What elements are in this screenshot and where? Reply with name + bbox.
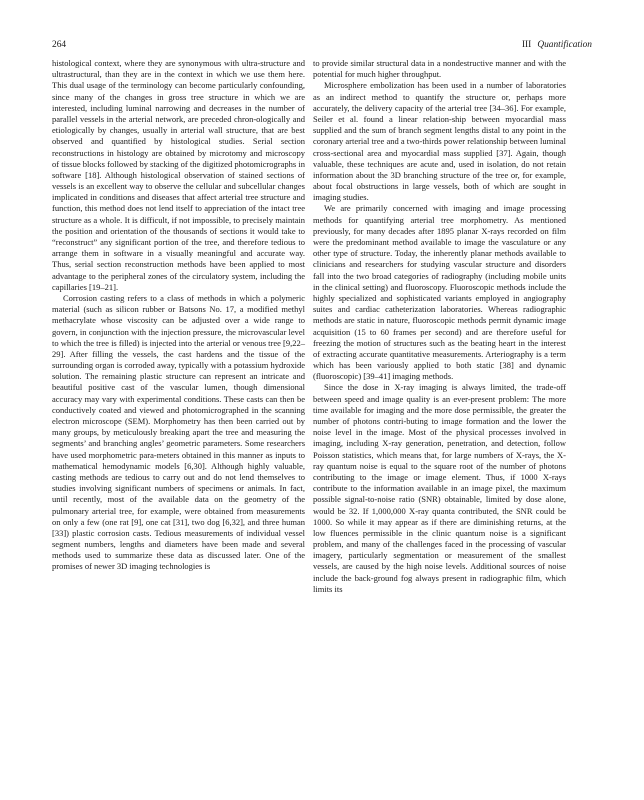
page-header — [52, 38, 592, 52]
paragraph: histological context, where they are synonymous with ultra-structure and ultrastructural, than they are in the context in which we use them here. This dual usage of the terminology can become particularly confounding, since many of the changes in gross tree structure in which we are interested, including luminal narrowing and decreases in the number of parallel vessels in the arterial network, are preceded chron-ologically and etiologically by changes, usually in arterial wall structure, that are best observed and quantified by histological studies. Serial section reconstructions in histology are obtained by microtomy and microscopy of tissue blocks followed by stacking of the digitized photomicrographs in software [18]. Although histological observation of stained sections of vessels is an excellent way to observe the cellular and subcellular changes implicated in conditions and diseases that affect arterial tree structure and function, this method does not lend itself to appreciation of the intact tree structure as a whole. It is difficult, if not impossible, to precisely maintain the position and orientation of the thousands of sections it would take to “reconstruct” any significant portion of the tree, and therefore tedious to arrange them in software in a visually meaningful and accurate way. Thus, serial section reconstruction methods have been applied to most advantage to the peripheral zones of the circulatory system, including the capillaries [19–21]. — [52, 58, 305, 292]
running-head — [522, 38, 592, 52]
left-column — [52, 58, 305, 573]
paragraph: Corrosion casting refers to a class of methods in which a polymeric material (such as silicon rubber or Batsons No. 17, a modified methyl methacrylate whose viscosity can be adjusted over a wide range to govern, in conjunction with the injection pressure, the microvascular level to which the tree is filled) is injected into the arterial or venous tree [9,22–29]. After filling the vessels, the cast hardens and the tissue of the surrounding organ is corroded away, typically with a potassium hydroxide solution. The remaining plastic structure can represent an intricate and beautiful positive cast of the vascular lumen, though dimensional accuracy may vary with experimental conditions. These casts can then be conductively coated and viewed and photomicrographed in the scanning electron microscope (SEM). Morphometry has then been carried out by many groups, by meticulously breaking apart the tree and measuring the segments’ and branching angles’ geometric parameters. Some researchers have used morphometric para-meters obtained in this manner as inputs to mathematical hemodynamic models [6,30]. Although highly valuable, casting methods are tedious to carry out and do not lend themselves to studies involving significant numbers of specimens or animals. In fact, until recently, most of the available data on the geometry of the pulmonary arterial tree, for example, were obtained from measurements on only a few (one rat [9], one cat [31], two dog [6,32], and three human [33]) plastic corrosion casts. Tedious measurements of individual vessel segment numbers, lengths and diameters have been made and several methods used to summarize these data as discussed later. One of the promises of newer 3D imaging technologies is — [52, 292, 305, 572]
right-column — [313, 58, 566, 595]
page-number: 264 — [52, 40, 67, 50]
paragraph: Since the dose in X-ray imaging is always limited, the trade-off between speed and image quality is an ever-present problem: The more time available for imaging and the more dose permissible, the greater the number of photons contri-buting to image formation and the lower the noise level in the image. Most of the physical processes involved in imaging, including X-ray generation, penetration, and detection, follow Poisson statistics, which means that, for large numbers of X-rays, the X-ray quantum noise is equal to the square root of the number of photons contributing to the image or image element. Thus, if 1000 X-rays contribute to the information available in an image pixel, the maximum possible signal-to-noise ratio (SNR) obtainable, limited by dose alone, would be 32. If 1,000,000 X-ray quanta contributed, the SNR could be 1000. So while it may appear as if there are diminishing returns, at the low fluences permissible in the clinic quantum noise is a significant problem, and many of the challenges faced in the processing of vascular imagery, particularly segmentation or measurement of the smallest vessels, are caused by the high noise levels. Additional sources of noise include the back-ground fog always present in radiographic film, which limits its — [313, 382, 566, 594]
paragraph: We are primarily concerned with imaging and image processing methods for quantifying arterial tree morphometry. As mentioned previously, for many decades after 1895 planar X-rays recorded on film were the predominant method available to image the vasculature or any other type of structure. Today, the inherently planar methods available to clinicians and researchers for studying vascular structure and disorders fall into the two broad categories of radiography (including mobile units in the clinical setting) and fluoroscopy. Fluoroscopic methods include the highly specialized and sophisticated variants employed in angiography suites and cardiac catheterization laboratories. Whereas radiographic methods are static in nature, fluoroscopic methods permit dynamic image acquisition (15 to 60 frames per second) and are therefore useful for freezing the motion of structures such as the beating heart in the interest of extracting accurate quantitative measurements. Arteriography is a term which has been variously applied to both static [38] and dynamic (fluoroscopic) [39–41] imaging methods. — [313, 203, 566, 382]
section-title: Quantification — [537, 40, 592, 50]
section-number: III — [521, 40, 532, 50]
paragraph: to provide similar structural data in a nondestructive manner and with the potential for much higher throughput. — [313, 58, 566, 80]
paragraph: Microsphere embolization has been used in a number of laboratories as an indirect method to quantify the structure or, perhaps more accurately, the delivery capacity of the arterial tree [34–36]. For example, Seiler et al. found a linear relation-ship between myocardial mass supplied and the sum of branch segment lengths distal to any point in the coronary arterial tree and a two-thirds power relationship between luminal cross-sectional area and myocardial mass supplied [37]. Again, though valuable, these techniques are acute and, used in isolation, do not retain information about the 3D branching structure of the tree or, for example, about focal obstructions in large vessels, both of which are sought in imaging studies. — [313, 80, 566, 203]
